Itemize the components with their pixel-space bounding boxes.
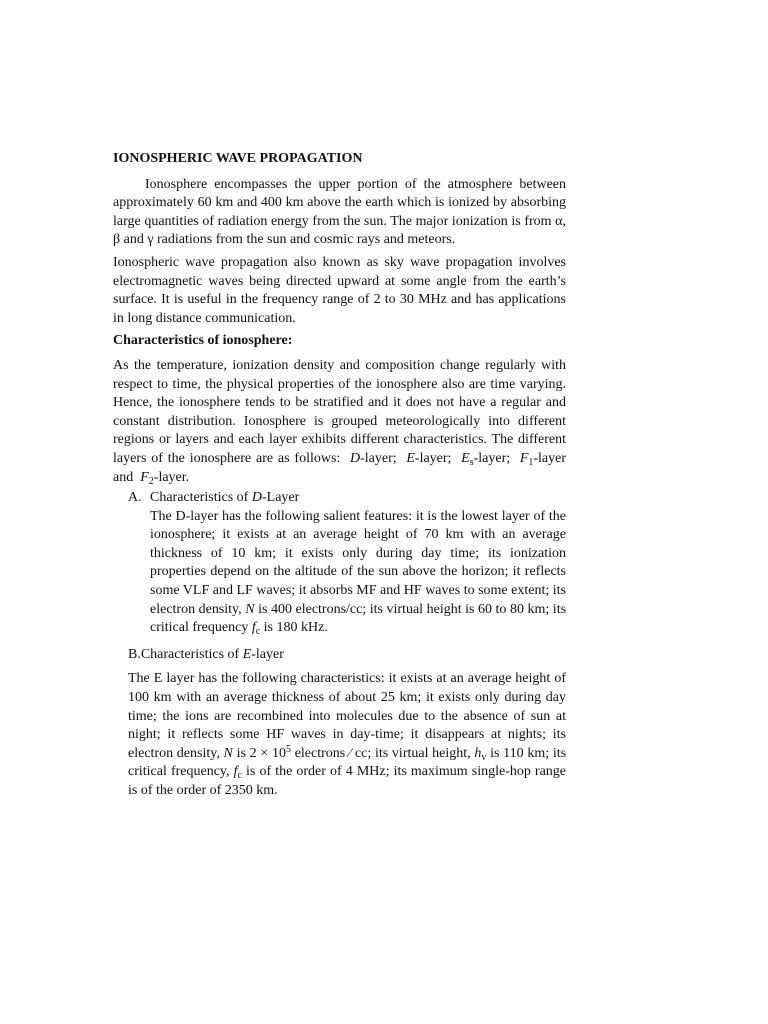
characteristics-paragraph: [113, 357, 566, 487]
section-a-marker: A.: [128, 490, 142, 506]
section-b-fc-value: is of the order of 4 MHz; its maximum single-hop range is of the order of 2350 km.: [128, 764, 567, 798]
section-b-fc-subscript: c: [237, 770, 242, 782]
characteristics-text: As the temperature, ionization density and composition change regularly with respect to time, the physical properties of the ionosphere also are time varying. Hence, the ionosphere tends to be stratified and it does not have a regular and constant distribution. Ionosphere is grouped meteorologically into different regions or layers and each layer exhibits different characteristics. The different layers of the ionosphere are as follows:: [113, 357, 566, 466]
section-b-heading-suffix: -layer: [251, 646, 284, 662]
document-page: [113, 150, 566, 801]
section-b-layer-symbol: E: [242, 646, 252, 662]
intro-paragraph-1: Ionosphere encompasses the upper portion of the atmosphere between approximately 60 km and 400 km above the earth which is ionized by absorbing large quantities of radiation energy from the sun. The major ionization is from α, β and γ radiations from the sun and cosmic rays and meteors.: [113, 176, 566, 248]
layer-d-symbol: D: [350, 450, 361, 466]
layer-f2-suffix: -layer.: [153, 469, 190, 485]
section-b-hv-value: is 110 km; its critical frequency,: [128, 745, 567, 780]
section-a-fc-value: is 180 kHz.: [263, 620, 328, 636]
layer-f2-symbol: F: [140, 469, 149, 485]
section-b: [128, 646, 566, 801]
section-a-fc-subscript: c: [255, 626, 261, 638]
layer-f1-suffix: -layer and: [113, 450, 567, 485]
layer-d-suffix: -layer;: [360, 450, 397, 466]
characteristics-heading: Characteristics of ionosphere:: [113, 333, 293, 349]
section-a-heading: [128, 489, 566, 508]
layer-es-suffix: -layer;: [473, 450, 511, 466]
section-b-heading: [128, 646, 566, 665]
section-a: [128, 489, 566, 638]
section-a-body: [150, 508, 566, 638]
section-b-heading-text: B.Characteristics of: [128, 646, 240, 662]
section-b-density-exponent: 5: [285, 743, 291, 755]
layer-es-symbol: E: [461, 450, 470, 466]
section-a-layer-symbol: D: [251, 490, 262, 506]
section-b-density-post: electrons ⁄ cc; its virtual height,: [294, 745, 471, 761]
section-a-n-symbol: N: [245, 601, 255, 617]
layer-f1-subscript: 1: [528, 456, 534, 468]
intro-paragraph-2: Ionospheric wave propagation also known as sky wave propagation involves electromagnetic waves being directed upward at some angle from the earth’s surface. It is useful in the frequency range of 2 to 30 MHz and has applications in long distance communication.: [113, 254, 566, 326]
layer-e-symbol: E: [406, 450, 415, 466]
layer-e-suffix: -layer;: [414, 450, 452, 466]
section-a-fc-symbol: f: [251, 620, 256, 636]
section-a-density-text: is 400 electrons/cc; its virtual height is 60 to 80 km; its critical frequency: [150, 601, 567, 636]
section-b-density-pre: is 2 × 10: [236, 745, 286, 761]
layer-f2-subscript: 2: [148, 475, 154, 487]
section-a-heading-suffix: -Layer: [261, 490, 300, 506]
section-b-body-text: The E layer has the following characteristics: it exists at an average height of 100 km with an average thickness of about 25 km; it exists only during day time; the ions are recombined into molecules due to the absence of sun at night; it reflects some HF waves in day-time; it disappears at nights; its electron density,: [128, 671, 566, 761]
page-title: IONOSPHERIC WAVE PROPAGATION: [113, 151, 363, 166]
section-b-fc-symbol: f: [233, 764, 238, 780]
section-a-body-text: The D-layer has the following salient features: it is the lowest layer of the ionosphere; it exists at an average height of 70 km with an average thickness of 10 km; it exists only during day time; its ionization properties depend on the altitude of the sun above the horizon; it reflects some VLF and LF waves; it absorbs MF and HF waves to some extent; its electron density,: [150, 508, 566, 617]
section-a-heading-text: Characteristics of: [150, 490, 249, 506]
layer-es-subscript: s: [469, 456, 474, 468]
layer-f1-symbol: F: [519, 450, 529, 466]
section-b-n-symbol: N: [223, 745, 233, 761]
section-b-hv-symbol: h: [474, 745, 482, 761]
section-b-hv-subscript: v: [481, 751, 487, 763]
section-b-body: [128, 670, 566, 800]
